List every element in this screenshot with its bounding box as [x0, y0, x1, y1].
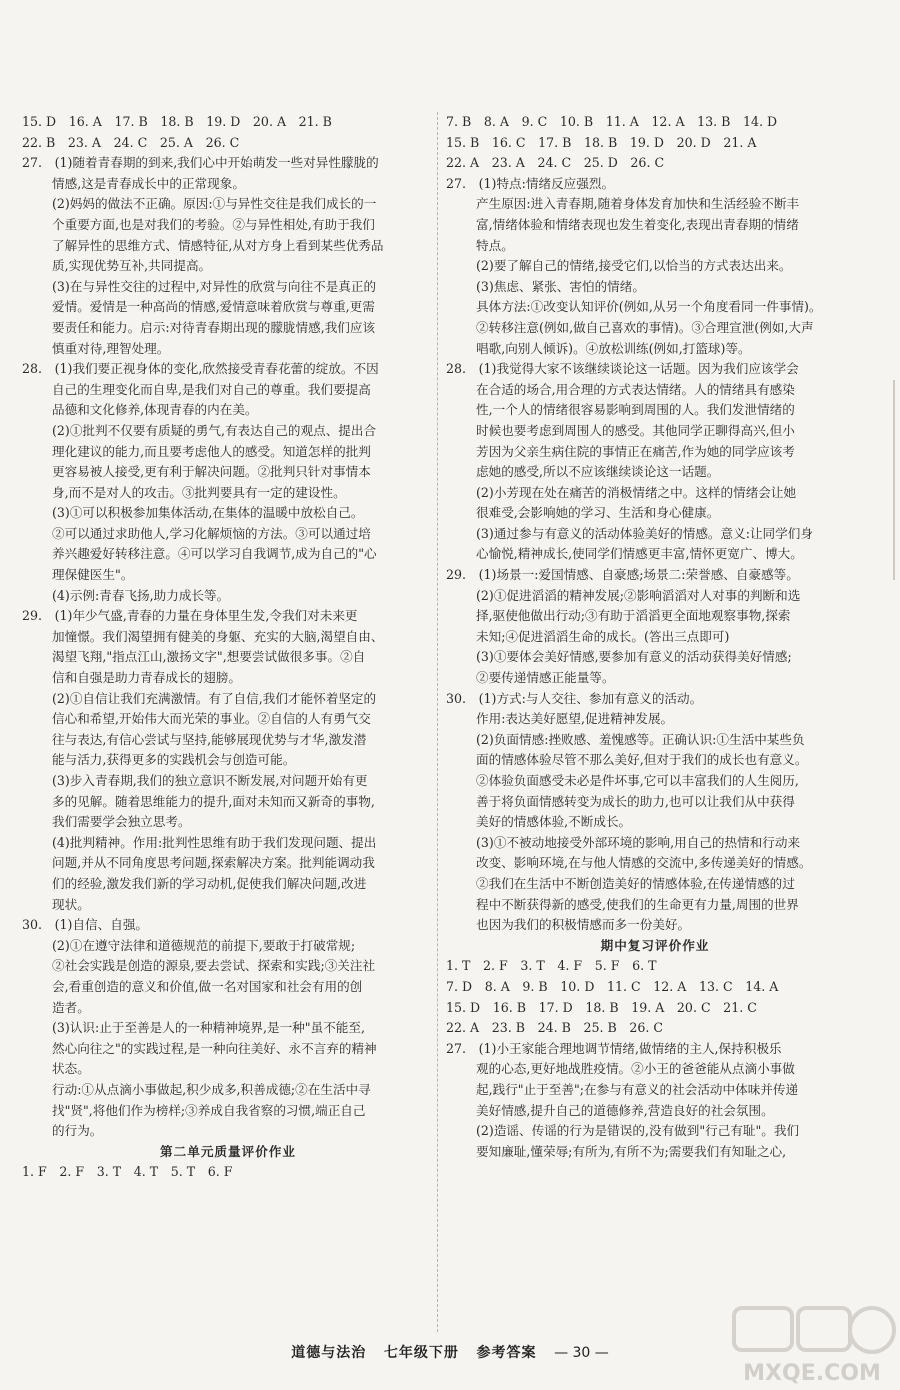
answer-line: (3)在与异性交往的过程中,对异性的欣赏与向往不是真正的: [52, 278, 377, 294]
footer-label: 参考答案: [476, 1345, 537, 1361]
answer-line: 虑她的感受,所以不应该继续谈论这一话题。: [476, 464, 720, 480]
footer-grade: 七年级下册: [383, 1345, 459, 1361]
answer-line: ②体验负面感受未必是件坏事,它可以丰富我们的人生阅历,: [476, 773, 799, 788]
answer-line: (2)①在遵守法律和道德规范的前提下,要敢于打破常规;: [52, 937, 356, 953]
answer-line: 时候也要考虑到周围人的感受。其他同学正聊得高兴,但小: [476, 422, 795, 438]
answer-line: 很难受,会影响她的学习、生活和身心健康。: [476, 505, 720, 521]
answer-line: 造者。: [52, 999, 90, 1015]
answer-line: 理化建议的能力,而且要考虑他人的感受。知道怎样的批判: [52, 443, 371, 459]
answer-line: 产生原因:进入青春期,随着身体发育加快和生活经验不断丰: [476, 196, 800, 212]
answer-line: 我们需要学会独立思考。: [52, 814, 191, 830]
answer-line: 然心向往之"的实践过程,是一种向往美好、永不言弃的精神: [52, 1040, 377, 1056]
answer-line: 作用:表达美好愿望,促进精神发展。: [476, 711, 674, 727]
answer-line: 的行为。: [52, 1123, 103, 1139]
answer-line: 身,而不是对人的攻击。③批判要具有一定的建设性。: [52, 484, 346, 500]
answer-line: 28. (1)我们要正视身体的变化,欣然接受青春花蕾的绽放。不因: [22, 361, 379, 377]
answer-line: ②我们在生活中不断创造美好的情感体验,在传递情感的过: [476, 875, 795, 891]
answer-line: 29. (1)年少气盛,青春的力量在身体里生发,令我们对未来更: [22, 608, 358, 624]
answer-line: ②要传递情感正能量等。: [476, 670, 615, 686]
answer-line: 在合适的场合,用合理的方式表达情绪。人的情绪具有感染: [476, 381, 795, 397]
answer-line: (3)通过参与有意义的活动体验美好的情感。意义:让同学们身: [476, 525, 813, 541]
answer-line: (3)认识:止于至善是人的一种精神境界,是一种"虽不能至,: [52, 1020, 365, 1036]
answer-line: 加憧憬。我们渴望拥有健美的身躯、充实的大脑,渴望自由、: [52, 628, 384, 644]
answer-line: 理保健医生"。: [52, 567, 134, 583]
answer-line: 7. B 8. A 9. C 10. B 11. A 12. A 13. B 14. D: [446, 114, 778, 129]
answer-line: 15. B 16. C 17. B 18. B 19. D 20. D 21. A: [446, 134, 757, 150]
answer-line: 爱情。爱情是一种高尚的情感,爱情意味着欣赏与尊重,更需: [52, 299, 375, 315]
answer-line: 会,看重创造的意义和价值,做一名对国家和社会有用的创: [52, 978, 363, 994]
answer-line: 29. (1)场景一:爱国情感、自豪感;场景二:荣誉感、自豪感等。: [446, 567, 799, 583]
answer-line: 性,一个人的情绪很容易影响到周围的人。我们发泄情绪的: [476, 402, 795, 418]
answer-line: 问题,并从不同角度思考问题,探索解决方案。批判能调动我: [52, 855, 375, 871]
answer-line: 28. (1)我觉得大家不该继续谈论这一话题。因为我们应该学会: [446, 361, 799, 377]
answer-line: 自己的生理变化而自卑,是我们对自己的尊重。我们要提高: [52, 381, 371, 397]
answer-line: 状态。: [52, 1061, 90, 1077]
answer-line: 1. T 2. F 3. T 4. F 5. F 6. T: [446, 958, 657, 974]
answer-line: 唱歌,向别人倾诉)。④放松训练(例如,打篮球)等。: [476, 340, 751, 356]
answer-line: 们的经验,激发我们新的学习动机,促使我们解决问题,改进: [52, 875, 367, 891]
answer-line: (2)妈妈的做法不正确。原因:①与异性交往是我们成长的一: [52, 196, 377, 212]
answer-line: (2)①批判不仅要有质疑的勇气,有表达自己的观点、提出合: [52, 422, 377, 438]
answer-line: (2)①促进滔滔的精神发展;②影响滔滔对人对事的判断和选: [476, 587, 801, 603]
answer-line: 善于将负面情感转变为成长的助力,也可以让我们从中获得: [476, 793, 795, 809]
answer-line: 观的心态,更好地战胜疫情。②小王的爸爸能从点滴小事做: [476, 1061, 795, 1077]
answer-line: 15. D 16. B 17. D 18. B 19. A 20. C 21. C: [446, 999, 757, 1015]
answer-line: 22. B 23. A 24. C 25. A 26. C: [22, 134, 240, 150]
answer-line: 芳因为父亲生病住院的事情正在痛苦,作为她的同学应该考: [476, 443, 795, 459]
answer-line: 7. D 8. A 9. B 10. D 11. C 12. A 13. C 14. A: [446, 978, 779, 994]
answer-line: 特点。: [476, 237, 514, 253]
answer-line: 个重要方面,也是对我们的考验。②与异性相处,有助于我们: [52, 216, 375, 232]
answer-line: 渴望飞翔,"指点江山,激扬文字",想要尝试做很多事。②自: [52, 649, 366, 665]
answer-line: 能与活力,获得更多的实践机会与创造可能。: [52, 752, 296, 768]
answer-line: 品德和文化修养,体现青春的内在美。: [52, 402, 258, 418]
answer-line: ②转移注意(例如,做自己喜欢的事情)。③合理宣泄(例如,大声: [476, 319, 814, 335]
answer-line: 要知廉耻,懂荣辱;有所为,有所不为;需要我们有知耻之心,: [476, 1143, 787, 1159]
answer-line: 30. (1)自信、自强。: [22, 917, 149, 933]
answer-line: 也因为我们的积极情感而多一份美好。: [476, 917, 691, 933]
answer-line: 具体方法:①改变认知评价(例如,从另一个角度看同一件事情)。: [476, 299, 822, 315]
page-edge-mark: [893, 380, 895, 580]
answer-line: 22. A 23. A 24. C 25. D 26. C: [446, 155, 665, 171]
page-number: — 30 —: [554, 1345, 609, 1361]
answer-line: 富,情绪体验和情绪表现也发生着变化,表现出青春期的情绪: [476, 216, 799, 232]
answer-line: 现状。: [52, 896, 90, 912]
answer-line: 信和自强是助力青春成长的翅膀。: [52, 670, 241, 686]
answer-line: 要责任和能力。启示:对待青春期出现的朦胧情感,我们应该: [52, 319, 376, 335]
left-column: [22, 112, 434, 1183]
answer-line: 程中不断获得新的感受,使我们的生命更有力量,周围的世界: [476, 896, 799, 912]
answer-line: 22. A 23. B 24. B 25. B 26. C: [446, 1020, 664, 1036]
footer-subject: 道德与法治: [291, 1345, 367, 1361]
answer-line: ②社会实践是创造的源泉,要去尝试、探索和实践;③关注社: [52, 958, 376, 974]
answer-line: 心愉悦,精神成长,使同学们情感更丰富,情怀更宽广、博大。: [476, 546, 803, 562]
watermark-text: MXQE.COM: [743, 1361, 881, 1386]
section-heading-unit2: 第二单元质量评价作业: [160, 1143, 296, 1159]
watermark-logo: [700, 1300, 900, 1390]
answer-line: (3)焦虑、紧张、害怕的情绪。: [476, 278, 645, 294]
section-heading-midterm: 期中复习评价作业: [600, 937, 710, 953]
answer-line: 27. (1)特点:情绪反应强烈。: [446, 175, 615, 191]
answer-line: 美好的情感体验,不断成长。: [476, 814, 632, 830]
answer-line: 找"贤",将他们作为榜样;③养成自我省察的习惯,端正自己: [52, 1102, 366, 1118]
answer-line: ②可以通过求助他人,学习化解烦恼的方法。③可以通过培: [52, 525, 371, 541]
answer-line: 更容易被人接受,更有利于解决问题。②批判只针对事情本: [52, 464, 371, 480]
answer-line: (2)要了解自己的情绪,接受它们,以恰当的方式表达出来。: [476, 258, 792, 274]
answer-line: 未知;④促进滔滔生命的成长。(答出三点即可): [476, 628, 730, 644]
answer-line: 美好情感,提升自己的道德修养,营造良好的社会氛围。: [476, 1102, 774, 1118]
answer-line: 15. D 16. A 17. B 18. B 19. D 20. A 21. B: [22, 114, 332, 129]
answer-line: 慎重对待,理智处理。: [52, 340, 170, 356]
answer-line: (4)示例:青春飞扬,助力成长等。: [52, 587, 230, 603]
answer-line: 面的情感体验尽管不那么美好,但对于我们的成长也有意义。: [476, 752, 808, 768]
answer-line: 行动:①从点滴小事做起,积少成多,积善成德;②在生活中寻: [52, 1081, 371, 1097]
answer-line: 择,驱使他做出行动;③有助于滔滔更全面地观察事物,探索: [476, 608, 791, 624]
answer-line: (3)①可以积极参加集体活动,在集体的温暖中放松自己。: [52, 505, 364, 521]
answer-line: 改变、影响环境,在与他人情感的交流中,多传递美好的情感。: [476, 855, 812, 871]
answer-line: (3)①不被动地接受外部环境的影响,用自己的热情和行动来: [476, 834, 801, 850]
answer-line: 往与表达,有信心尝试与坚持,能够展现优势与才华,激发潜: [52, 731, 367, 747]
answer-line: 了解异性的思维方式、情感特征,从对方身上看到某些优秀品: [52, 237, 384, 253]
answer-line: 养兴趣爱好转移注意。④可以学习自我调节,成为自己的"心: [52, 546, 377, 562]
answer-line: (3)①要体会美好情感,要参加有意义的活动获得美好情感;: [476, 649, 792, 665]
answer-line: 30. (1)方式:与人交往、参加有意义的活动。: [446, 690, 703, 706]
answer-line: 多的见解。随着思维能力的提升,面对未知而又新奇的事物,: [52, 793, 375, 809]
answer-line: (2)造谣、传谣的行为是错误的,没有做到"行己有耻"。我们: [476, 1123, 800, 1139]
answer-line: (3)步入青春期,我们的独立意识不断发展,对问题开始有更: [52, 773, 368, 788]
answer-line: (2)小芳现在处在痛苦的消极情绪之中。这样的情绪会让她: [476, 484, 797, 500]
answer-line: 起,践行"止于至善";在参与有意义的社会活动中体味并传递: [476, 1081, 799, 1097]
column-divider: [437, 112, 438, 1332]
answer-line: 27. (1)随着青春期的到来,我们心中开始萌发一些对异性朦胧的: [22, 155, 379, 171]
right-column: [446, 112, 864, 1162]
answer-line: 27. (1)小王家能合理地调节情绪,做情绪的主人,保持积极乐: [446, 1040, 782, 1056]
answer-line: 质,实现优势互补,共同提高。: [52, 258, 212, 274]
answer-line: (2)①自信让我们充满激情。有了自信,我们才能怀着坚定的: [52, 690, 377, 706]
answer-line: (4)批判精神。作用:批判性思维有助于我们发现问题、提出: [52, 834, 377, 850]
answer-line: 情感,这是青春成长中的正常现象。: [52, 175, 245, 191]
answer-line: (2)负面情感:挫败感、羞愧感等。正确认识:①生活中某些负: [476, 731, 805, 747]
answer-line: 1. F 2. F 3. T 4. T 5. T 6. F: [22, 1164, 233, 1180]
answer-line: 信心和希望,开始伟大而光荣的事业。②自信的人有勇气交: [52, 711, 371, 727]
